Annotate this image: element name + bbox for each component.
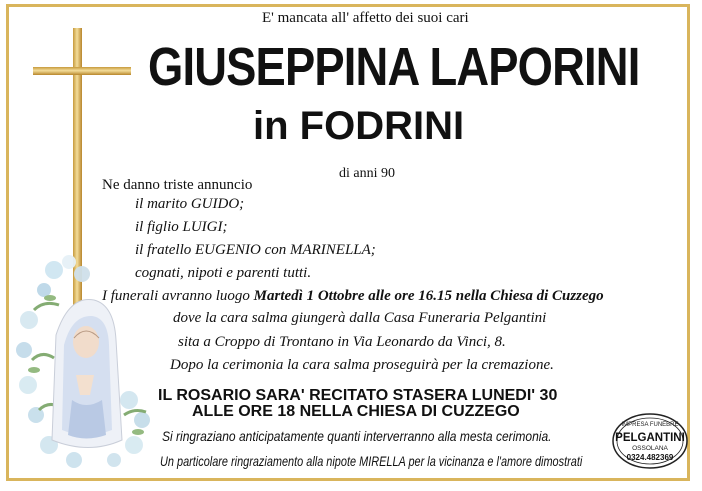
funeral-line: Dopo la cerimonia la cara salma proseguirà per la cremazione.: [170, 357, 554, 373]
logo-top-text: IMPRESA FUNEBRE: [621, 422, 679, 428]
deceased-name: GIUSEPPINA LAPORINI: [148, 37, 640, 97]
funeral-intro: I funerali avranno luogo: [102, 288, 254, 304]
announce-text: Ne danno triste annuncio: [102, 177, 253, 193]
thanks-line: Un particolare ringraziamento alla nipote MIRELLA per la vicinanza e l'amore dimostrati: [160, 453, 583, 469]
logo-place-text: OSSOLANA: [632, 445, 668, 452]
intro-text: E' mancata all' affetto dei suoi cari: [262, 10, 469, 26]
logo-phone-text: 0324.482369: [626, 453, 674, 462]
family-line: il figlio LUIGI;: [135, 219, 228, 235]
logo-name-text: PELGANTINI: [615, 432, 685, 444]
funeral-date-place: Martedì 1 Ottobre alle ore 16.15 nella Chiesa di Cuzzego: [253, 288, 604, 304]
funeral-line: sita a Croppo di Trontano in Via Leonardo da Vinci, 8.: [178, 334, 506, 350]
rosary-line: ALLE ORE 18 NELLA CHIESA DI CUZZEGO: [192, 403, 520, 420]
funeral-line: [102, 288, 604, 305]
funeral-line: dove la cara salma giungerà dalla Casa Funeraria Pelgantini: [173, 310, 547, 326]
family-line: il fratello EUGENIO con MARINELLA;: [135, 242, 376, 258]
pelgantini-logo: [611, 412, 689, 470]
family-line: cognati, nipoti e parenti tutti.: [135, 265, 312, 281]
madonna-with-flowers-image: [14, 250, 164, 472]
family-line: il marito GUIDO;: [135, 196, 245, 212]
age-text: di anni 90: [339, 166, 395, 181]
rosary-line: IL ROSARIO SARA' RECITATO STASERA LUNEDI' 30: [158, 387, 558, 404]
thanks-line: Si ringraziano anticipatamente quanti interverranno alla mesta cerimonia.: [162, 428, 552, 444]
deceased-married-name: in FODRINI: [253, 104, 465, 148]
